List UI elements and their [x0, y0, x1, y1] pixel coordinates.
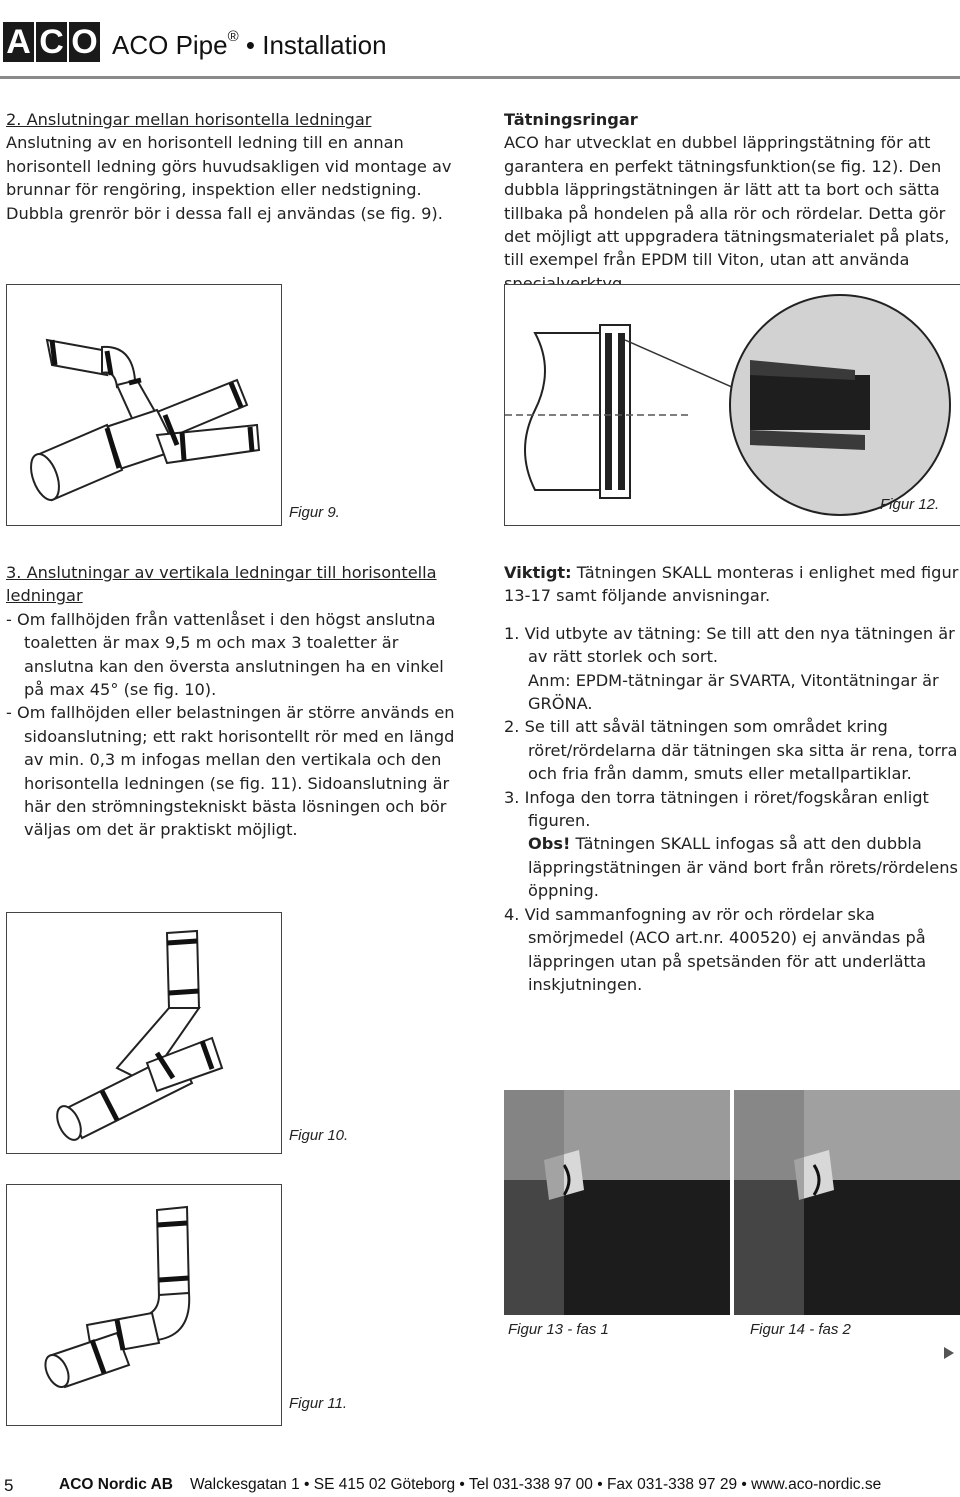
continue-arrow-icon — [944, 1347, 954, 1359]
figure-12-frame — [504, 284, 960, 526]
section-2 — [6, 108, 458, 225]
section-3-heading: 3. Anslutningar av vertikala ledningar till horisontella ledningar — [6, 563, 437, 606]
section-2-heading: 2. Anslutningar mellan horisontella ledningar — [6, 110, 372, 129]
important-obs — [504, 832, 960, 902]
important-item-4: 4. Vid sammanfogning av rör och rördelar ska smörjmedel (ACO art.nr. 400520) ej användas på läppringen utan på spetsänden för att underlätta inskjutningen. — [504, 904, 927, 994]
figure-13-photo — [504, 1090, 730, 1315]
logo-letter-a: A — [3, 22, 34, 62]
title-text: ACO Pipe — [112, 30, 228, 60]
important-item-1: 1. Vid utbyte av tätning: Se till att den nya tätningen är av rätt storlek och sort. — [504, 623, 955, 667]
section-3-bullet-2: - Om fallhöjden eller belastningen är större används en sidoanslutning; ett rakt horisontellt rör med en längd av min. 0,3 m infogas mellan den vertikala och den horisontella ledningen (se fig. 11). Sidoanslutning är här den strömningstekniskt bästa lösningen och bör väljas om det är praktiskt möjligt. — [6, 703, 455, 840]
figure-9-frame — [6, 284, 282, 526]
page-number: 5 — [4, 1476, 14, 1495]
obs-text: Tätningen SKALL infogas så att den dubbla läppringstätningen är vänd bort från rörets/rördelens öppning. — [528, 834, 958, 901]
important-item-2: 2. Se till att såväl tätningen som området kring röret/rördelarna där tätningen ska sitta är rena, torra och fria från damm, smuts eller metallpartiklar. — [504, 717, 958, 784]
figure-14-photo — [734, 1090, 960, 1315]
important-intro — [504, 561, 960, 608]
figure-11-caption: Figur 11. — [289, 1395, 348, 1412]
seals-body: ACO har utvecklat en dubbel läppringstätning för att garantera en perfekt tätningsfunktion(se fig. 12). Den dubbla läppringstätningen är lätt att ta bort och sätta tillbaka på hondelen på alla rör och rördelar. Detta gör det möjligt att uppgradera tätningsmaterialet på plats, till exempel från EPDM till Viton, utan att använda — [504, 133, 950, 270]
obs-label: Obs! — [528, 834, 571, 854]
section-3-bullet-1: - Om fallhöjden från vattenlåset i den högst anslutna toaletten är max 9,5 m och max 3 toaletter är anslutna kan den översta anslutningen ha en vinkel på max 45° (se fig. 10). — [6, 609, 444, 700]
aco-logo — [3, 22, 100, 62]
important-section — [504, 561, 960, 996]
logo-letter-c: C — [36, 22, 67, 62]
figure-12-seal-illustration — [505, 285, 960, 525]
figure-10-pipe-illustration — [7, 913, 281, 1153]
important-item-3: 3. Infoga den torra tätningen i röret/fogskåran enligt figuren. — [504, 787, 929, 831]
figure-9-pipe-illustration — [7, 285, 327, 525]
figure-11-pipe-illustration — [7, 1185, 281, 1425]
figure-14-seal-photo — [734, 1090, 960, 1315]
seals-heading: Tätningsringar — [504, 110, 638, 129]
figure-12-caption: Figur 12. — [880, 496, 940, 513]
footer-company: ACO Nordic AB — [59, 1476, 173, 1493]
page-title — [112, 30, 387, 61]
section-3 — [6, 561, 458, 842]
figure-10-caption: Figur 10. — [289, 1127, 349, 1144]
seals-section — [504, 108, 960, 295]
figure-13-caption: Figur 13 - fas 1 — [508, 1321, 609, 1338]
header-rule — [0, 76, 960, 79]
figure-11-frame — [6, 1184, 282, 1426]
figure-9-caption: Figur 9. — [289, 504, 340, 521]
figure-13-seal-photo — [504, 1090, 730, 1315]
important-intro-text: Tätningen SKALL monteras i enlighet med figur 13-17 samt följande anvisningar. — [504, 563, 959, 606]
important-label: Viktigt: — [504, 563, 572, 582]
registered-mark: ® — [227, 28, 239, 45]
title-subtitle: • Installation — [245, 30, 387, 60]
figure-10-frame — [6, 912, 282, 1154]
footer-address: Walckesgatan 1 • SE 415 02 Göteborg • Tel 031-338 97 00 • Fax 031-338 97 29 • www.aco-nordic.se — [190, 1476, 882, 1493]
figure-14-caption: Figur 14 - fas 2 — [750, 1321, 851, 1338]
important-note: Anm: EPDM-tätningar är SVARTA, Vitontätningar är GRÖNA. — [528, 670, 939, 714]
section-2-body: Anslutning av en horisontell ledning till en annan horisontell ledning görs huvudsakligen vid montage av brunnar för rengöring, inspektion eller nedstigning. Dubbla grenrör bör i dessa fall ej användas (se fig. 9). — [6, 133, 452, 223]
logo-letter-o: O — [69, 22, 100, 62]
